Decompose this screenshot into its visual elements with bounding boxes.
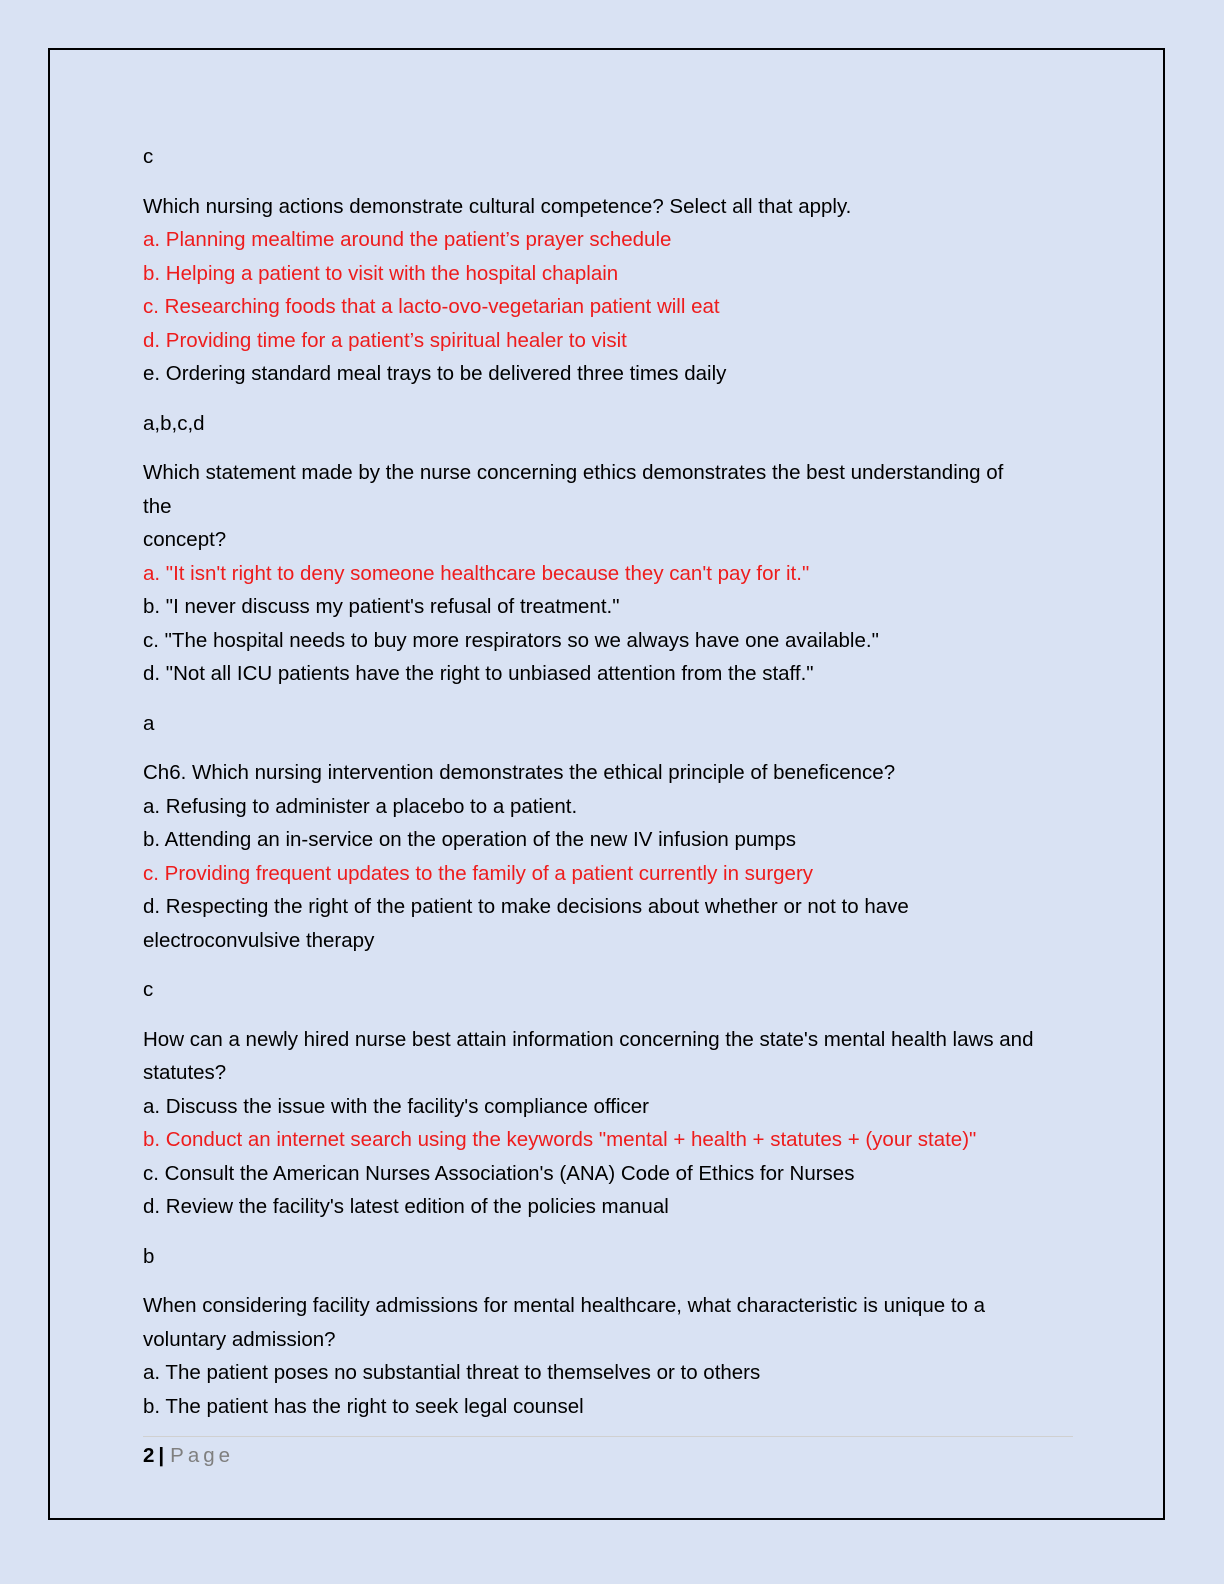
option: d. Respecting the right of the patient to make decisions about whether or not to have electroconvulsive therapy (143, 895, 909, 952)
question-text: the (143, 494, 172, 518)
question-text: Which statement made by the nurse concerning ethics demonstrates the best understanding of (143, 461, 1004, 484)
answer-key: c (143, 145, 154, 168)
answer-key: a,b,c,d (143, 411, 205, 435)
answer-key: c (143, 978, 154, 1001)
question-block (143, 756, 1068, 957)
option: b. The patient has the right to seek legal counsel (143, 1394, 584, 1418)
option-correct: d. Providing time for a patient’s spiritual healer to visit (143, 328, 627, 352)
document-body (143, 140, 1068, 1423)
option-correct: b. Conduct an internet search using the keywords "mental + health + statutes + (your state)" (143, 1128, 977, 1151)
answer-key: a (143, 711, 155, 735)
option: d. "Not all ICU patients have the right to unbiased attention from the staff." (143, 662, 814, 685)
question-text: Which nursing actions demonstrate cultural competence? Select all that apply. (143, 194, 852, 218)
question-block (143, 1023, 1068, 1224)
option: a. The patient poses no substantial threat to themselves or to others (143, 1361, 761, 1384)
option-correct: c. Providing frequent updates to the family of a patient currently in surgery (143, 861, 814, 885)
option: c. "The hospital needs to buy more respirators so we always have one available." (143, 628, 879, 652)
question-block (143, 190, 1068, 391)
page-label: Page (170, 1444, 235, 1467)
option: b. "I never discuss my patient's refusal of treatment." (143, 595, 620, 618)
footer-separator: | (158, 1444, 165, 1467)
option: a. Discuss the issue with the facility's compliance officer (143, 1094, 649, 1118)
question-block (143, 1289, 1068, 1423)
question-block (143, 456, 1068, 691)
option: a. Refusing to administer a placebo to a patient. (143, 794, 578, 818)
question-text: concept? (143, 528, 227, 551)
option: b. Attending an in-service on the operation of the new IV infusion pumps (143, 828, 796, 851)
option-correct: a. Planning mealtime around the patient’s prayer schedule (143, 228, 672, 251)
option-correct: b. Helping a patient to visit with the hospital chaplain (143, 261, 619, 285)
page-number: 2 (143, 1444, 155, 1467)
option-correct: c. Researching foods that a lacto-ovo-vegetarian patient will eat (143, 295, 720, 318)
option: d. Review the facility's latest edition of the policies manual (143, 1195, 669, 1218)
question-text: When considering facility admissions for mental healthcare, what characteristic is unique to a voluntary admission? (143, 1294, 986, 1351)
answer-key: b (143, 1244, 155, 1268)
question-text: Ch6. Which nursing intervention demonstrates the ethical principle of beneficence? (143, 761, 896, 784)
page-footer (143, 1436, 1073, 1471)
option-correct: a. "It isn't right to deny someone healthcare because they can't pay for it." (143, 561, 810, 585)
question-text: How can a newly hired nurse best attain information concerning the state's mental health laws and statutes? (143, 1027, 1034, 1084)
option: c. Consult the American Nurses Association's (ANA) Code of Ethics for Nurses (143, 1161, 855, 1185)
option: e. Ordering standard meal trays to be delivered three times daily (143, 362, 727, 385)
